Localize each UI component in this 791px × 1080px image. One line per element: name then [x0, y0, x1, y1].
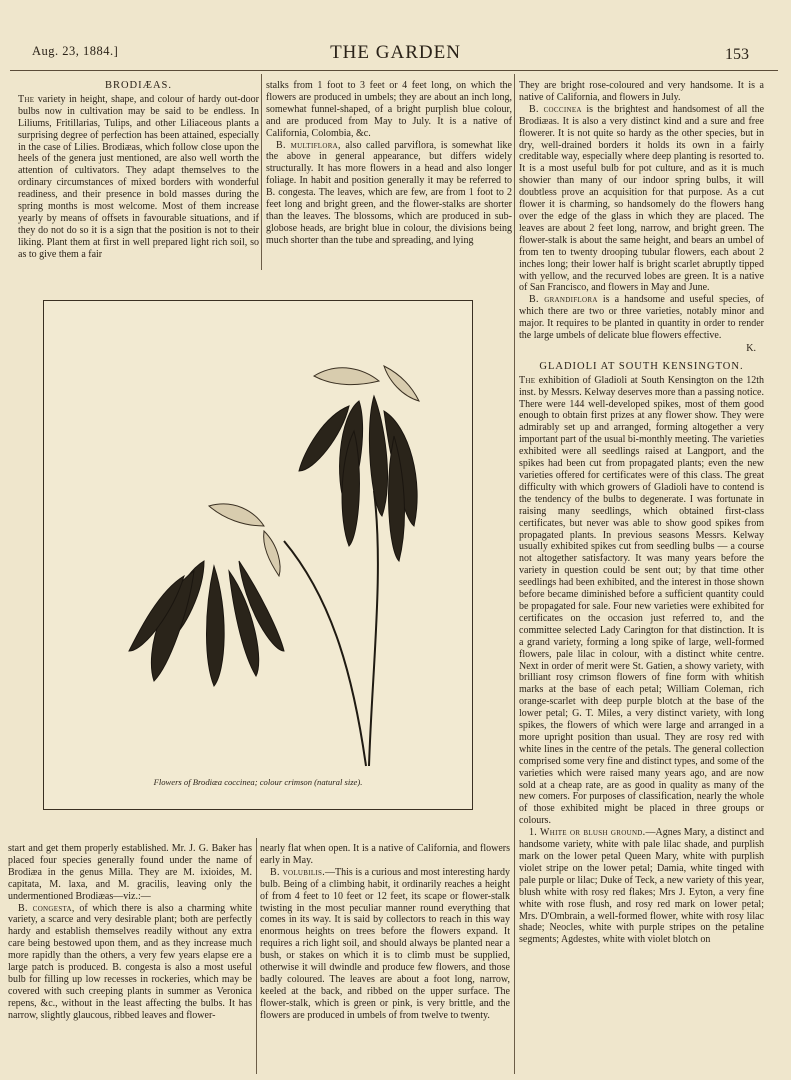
congesta-text: of which there is also a charming white variety, a scarce and very desirable plant; both are perfectly hardy and establish themselves readily without any extra care being bestowed upon them, and as they increase much more rapidly than the others, a very few years elapse ere a large patch is produced. B. congesta is also a most useful bulb for filling up low recesses in rockeries, which may be covered with such creeping plants in summer as Veronica repens, &c., without in the least affecting the bulbs. It has narrow, slightly glaucous, ribbed leaves and flower- [8, 902, 252, 1021]
grandiflora-paragraph [519, 294, 764, 342]
column-2-top [266, 80, 512, 270]
volubilis-label: B. volubilis. [270, 866, 326, 878]
column-divider-3 [256, 838, 257, 1074]
page-number: 153 [725, 46, 749, 63]
header-rule [10, 70, 778, 71]
journal-title: THE GARDEN [330, 42, 461, 63]
column-1-bottom [8, 843, 252, 1075]
author-signature: K. [746, 342, 756, 354]
coccinea-label: B. coccinea [529, 103, 582, 115]
intro-text: variety in height, shape, and colour of hardy out-door bulbs now in cultivation may be said to be endless. In Liliums, Fritillarias, Tulips, and other Liliaceous plants a surprising degree of perfection has been attained, especially in the case of Lilies. Brodiæas, which follow close upon the heels of the genera just mentioned, are also well worth the attention of cultivators. They adapt themselves to the ordinary circumstances of mixed borders with wonderful readiness, and their presence in bold masses during the spring months is most welcome. Most of them increase yearly by means of offsets in favourable situations, and if they do not do so it is a sign that the position is not to their liking. Plant them at first in well prepared light rich soil, so as to give them a fair [18, 93, 259, 260]
white-ground-label: 1. White or blush ground. [529, 827, 646, 839]
page-header [0, 0, 791, 70]
issue-date: Aug. 23, 1884.] [32, 44, 119, 58]
multiflora-label: B. multiflora, [276, 139, 341, 151]
column-2-bottom [260, 843, 510, 1075]
congesta-paragraph [8, 903, 252, 1022]
gladioli-text: exhibition of Gladioli at South Kensington on the 12th inst. by Messrs. Kelway deserves more than a passing notice. There were 144 well-developed spikes, most of them good enough to obtain first prizes at any flower show. They were admirably set up and arranged, forming altogether a very important part of the usual bi-monthly meeting. The varieties exhibited were all seedlings raised at Langport, and the spikes had been cut from propagated plants; even the new varieties offered for certificates were of this class. The great difficulty with which growers of Gladioli have to contend is the tendency of the bulbs to degenerate. I was fortunate in raising many seedlings, which obtained first-class certificates, but never was able to show good spikes from propagated plants. In previous seasons Messrs. Kelway usually exhibited spikes cut from seedling bulbs — a course not altogether satisfactory. It was many years before the variety in question could be sent out; by that time other seedlings had been exhibited, and the interest in those shown before became diminished before a sufficient quantity could be propagated for sale. Four new varieties were exhibited for certificates on the occasion just referred to, and the committee selected Lady Carington for that distinction. It is a grand variety, forming a long spike of large, well-formed flowers, pale lilac in colour, with a distinct white centre. Next in order of merit were St. Gatien, a showy variety, with brilliant rosy crimson flowers of fine form with whitish marks at the base of each petal; William Coleman, rich orange-scarlet with deep purple blotch at the base of the lower petal; G. T. Miles, a very distinct variety, with long spikes, the flowers of which were large and arranged in a more upright position than usual. They are rosy red with white lines in the centre of the petals. The general collection comprised some very fine and distinct types, and some of the varieties which were raised many years ago, and are now sold at a cheap rate, are as good in quality as many of the new comers. For purposes of classification, nearly the whole of those exhibited might be placed in three groups or colours. [519, 374, 764, 827]
intro-paragraph [18, 94, 259, 261]
volubilis-text: —This is a curious and most interesting hardy bulb. Being of a climbing habit, it ordinarily reaches a height of from 4 feet to 10 feet or 12 feet, its scape or flower-stalk twisting in the most peculiar manner round everything that comes in its way. It is said by collectors to reach in this way enormous heights on trees before the flowers expand. It requires a rich light soil, and should always be planted near a bush, or stakes on which it is to climb must be supplied, otherwise it will dwindle and produce few flowers, and those badly coloured. The leaves are about a foot long, narrow, keeled at the back, and ribbed on the upper surface. The flower-stalk, which is green or pink, is very brittle, and the flowers are produced in umbels of from twelve to twenty. [260, 866, 510, 1021]
gladioli-paragraph [519, 375, 764, 827]
col2-continuation: stalks from 1 foot to 3 feet or 4 feet long, on which the flowers are produced in umbels; they are about an inch long, somewhat funnel-shaped, of a bright purplish blue colour, and are produced from May to July. It is a native of California, Colombia, &c. [266, 80, 512, 139]
multiflora-text: also called parviflora, is somewhat like the above in general appearance, but differs widely structurally. It has more flowers in a head and also longer foliage. In habit and position generally it may be referred to B. congesta. The leaves, which are few, are from 1 foot to 2 feet long and bright green, and the flower-stalks are shorter than the leaves. The blossoms, which are produced in sub-globose heads, are bright blue in colour, the divisions being much shorter than the tube and spreading, and lying [266, 139, 512, 246]
brodiaea-coccinea-illustration [84, 321, 434, 771]
bottom1-continuation: start and get them properly established. Mr. J. G. Baker has placed four species generally found under the name of Brodiæa in the genus Milla. They are M. ixioides, M. capitata, M. laxa, and M. gracilis, leaving only the undermentioned Brodiæas—viz.:— [8, 843, 252, 902]
multiflora-paragraph [266, 140, 512, 247]
white-ground-paragraph [519, 827, 764, 946]
congesta-label: B. congesta, [18, 902, 75, 914]
column-1-top [18, 80, 259, 270]
section-heading-gladioli: GLADIOLI AT SOUTH KENSINGTON. [539, 360, 744, 372]
figure-caption: Flowers of Brodiæa coccinea; colour crimson (natural size). [153, 777, 363, 787]
column-3 [519, 80, 764, 1075]
gladioli-lead: The [519, 374, 536, 386]
illustration-figure [43, 300, 473, 810]
coccinea-text: is the brightest and handsomest of all the Brodiæas. It is also a very distinct kind and a sure and free flowerer. It is not quite so hardy as the other species, but in dry, well-drained borders it holds its own in a fairly creditable way, especially where deep planting is resorted to. It is a most useful bulb for pot culture, and as it is much showier than many of our indoor spring bulbs, it will doubtless prove an acquisition for that purpose. As a cut flower it is charming, so handsomely do the flowers hang over the edge of the glass in which they are placed. The leaves are about 2 feet long, narrow, and bright green. The flower-stalk is about the same height, and bears an umbel of from ten to twenty drooping tubular flowers, each about 2 inches long; their lower half is bright scarlet abruptly tipped with yellow, and the recurved lobes are green. It is a native of San Francisco, and flowers in May and June. [519, 103, 764, 294]
column-divider-2 [514, 74, 515, 1074]
grandiflora-text: is a handsome and useful species, of which there are two or three varieties, notably minor and major. It requires to be planted in quantity in order to render the large umbels of delicate blue flowers effective. [519, 294, 764, 342]
bottom2-continuation: nearly flat when open. It is a native of California, and flowers early in May. [260, 843, 510, 866]
volubilis-paragraph [260, 867, 510, 1022]
col3-continuation: They are bright rose-coloured and very handsome. It is a native of California, and flowers in July. [519, 80, 764, 103]
grandiflora-label: B. grandiflora [529, 294, 598, 306]
coccinea-paragraph [519, 104, 764, 295]
white-ground-text: —Agnes Mary, a distinct and handsome variety, white with pale lilac shade, and purplish mark on the lower petal Queen Mary, white with purplish violet stripe on the lower petal; Damia, white tinged with pale purple or lilac; Duke of Teck, a new variety of this year, blush white with rosy red flakes; Mrs J. Eyton, a very fine white with rose flush, and rosy red mark on lower petal; Mrs. D'Ombrain, a well-formed flower, white with rosy lilac shade; Neocles, white with purple stripes on the petaline segments; Agdestes, white with violet blotch on [519, 827, 764, 946]
column-divider-1 [261, 74, 262, 270]
intro-lead: The [18, 93, 35, 105]
section-heading-brodiaeas: BRODIÆAS. [104, 80, 173, 91]
